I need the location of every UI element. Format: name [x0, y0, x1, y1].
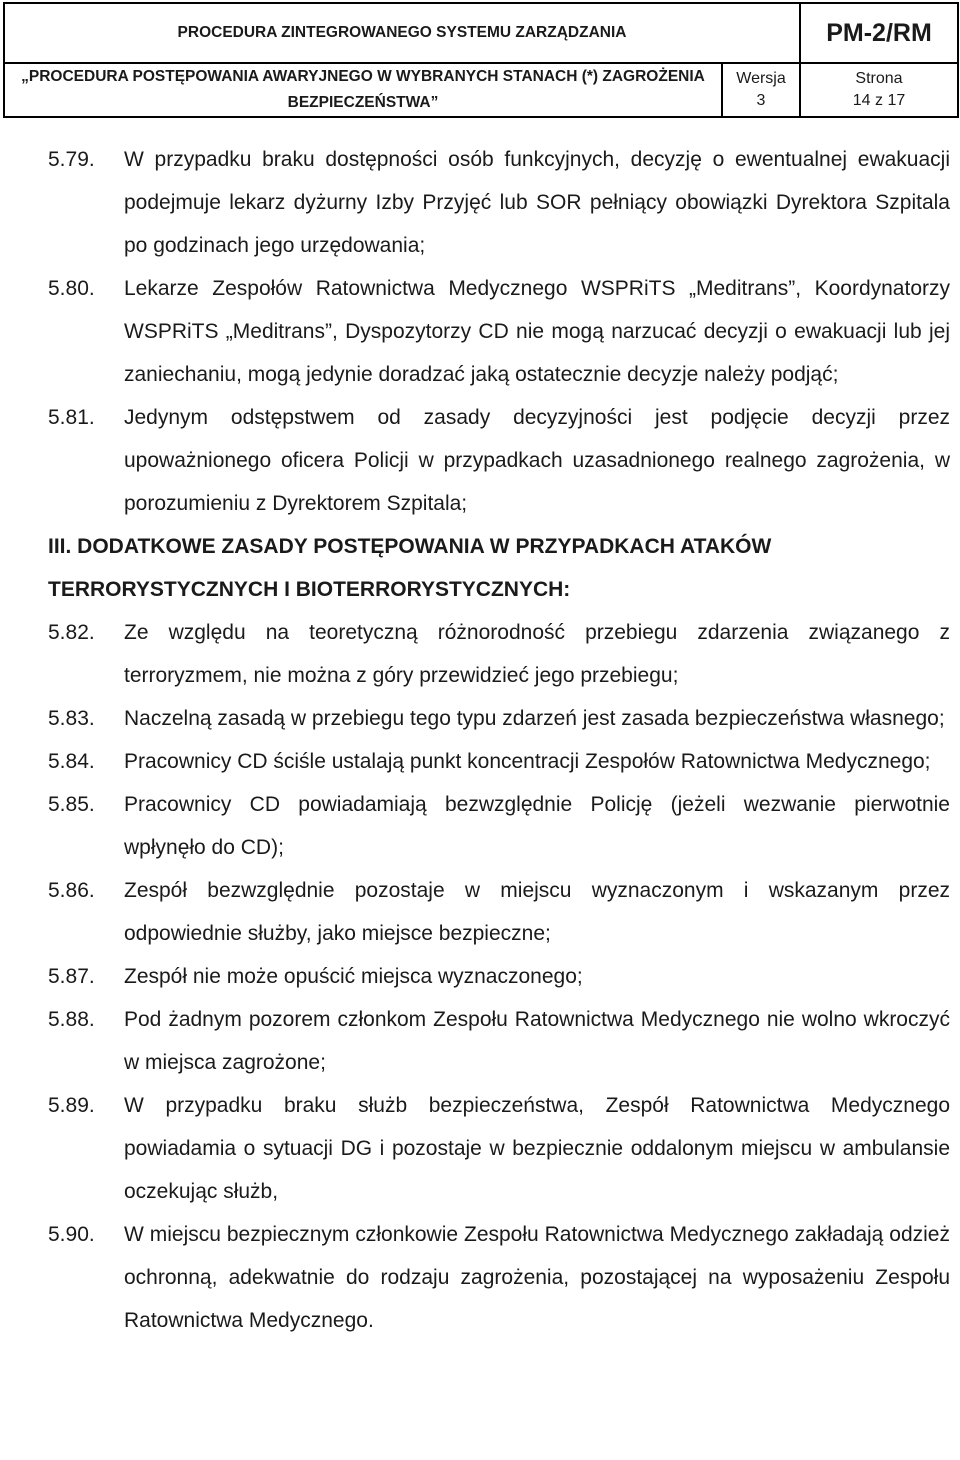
list-item: [48, 998, 950, 1084]
list-item: [48, 869, 950, 955]
item-number: 5.79.: [48, 148, 95, 171]
list-item: [48, 1213, 950, 1342]
item-text: W przypadku braku służb bezpieczeństwa, Zespół Ratownictwa Medycznego powiadamia o sytuacji DG i pozostaje w bezpiecznie oddalonym miejscu w ambulansie oczekując służb,: [124, 1094, 950, 1203]
procedure-system-title: PROCEDURA ZINTEGROWANEGO SYSTEMU ZARZĄDZANIA: [4, 3, 800, 63]
item-text: Lekarze Zespołów Ratownictwa Medycznego WSPRiTS „Meditrans”, Koordynatorzy WSPRiTS „Meditrans”, Dyspozytorzy CD nie mogą narzucać decyzji o ewakuacji lub jej zaniechaniu, mogą jedynie doradzać jaką ostatecznie decyzje należy podjąć;: [124, 277, 950, 386]
item-text: Jedynym odstępstwem od zasady decyzyjności jest podjęcie decyzji przez upoważnionego oficera Policji w przypadkach uzasadnionego realnego zagrożenia, w porozumieniu z Dyrektorem Szpitala;: [124, 406, 950, 515]
page-cell: [800, 63, 958, 117]
item-number: 5.90.: [48, 1223, 95, 1246]
item-text: Pracownicy CD powiadamiają bezwzględnie Policję (jeżeli wezwanie pierwotnie wpłynęło do CD);: [124, 793, 950, 859]
item-number: 5.81.: [48, 406, 95, 429]
procedure-title-line2: BEZPIECZEŃSTWA”: [287, 94, 439, 111]
list-item: [48, 697, 950, 740]
item-number: 5.84.: [48, 750, 95, 773]
item-number: 5.82.: [48, 621, 95, 644]
document-code: PM-2/RM: [800, 3, 958, 63]
list-item: [48, 783, 950, 869]
list-item: [48, 1084, 950, 1213]
item-text: Pod żadnym pozorem członkom Zespołu Ratownictwa Medycznego nie wolno wkroczyć w miejsca zagrożone;: [124, 1008, 950, 1074]
list-item: [48, 955, 950, 998]
items-before-section: [48, 138, 950, 525]
list-item: [48, 740, 950, 783]
procedure-title-line1: „PROCEDURA POSTĘPOWANIA AWARYJNEGO W WYBRANYCH STANACH (*) ZAGROŻENIA: [21, 68, 705, 85]
item-text: Zespół bezwzględnie pozostaje w miejscu wyznaczonym i wskazanym przez odpowiednie służby, jako miejsce bezpieczne;: [124, 879, 950, 945]
page-label: Strona: [855, 70, 903, 87]
item-number: 5.88.: [48, 1008, 95, 1031]
item-text: W przypadku braku dostępności osób funkcyjnych, decyzję o ewentualnej ewakuacji podejmuje lekarz dyżurny Izby Przyjęć lub SOR pełniący obowiązki Dyrektora Szpitala po godzinach jego urzędowania;: [124, 148, 950, 257]
item-number: 5.85.: [48, 793, 95, 816]
item-number: 5.87.: [48, 965, 95, 988]
list-item: [48, 611, 950, 697]
item-number: 5.86.: [48, 879, 95, 902]
version-cell: [722, 63, 800, 117]
item-text: Ze względu na teoretyczną różnorodność przebiegu zdarzenia związanego z terroryzmem, nie można z góry przewidzieć jego przebiegu;: [124, 621, 950, 687]
list-item: [48, 138, 950, 267]
document-header: [3, 2, 959, 118]
page-value: 14 z 17: [852, 92, 906, 109]
version-label: Wersja: [736, 70, 786, 87]
section-heading: III. DODATKOWE ZASADY POSTĘPOWANIA W PRZYPADKACH ATAKÓW TERRORYSTYCZNYCH I BIOTERRORYSTYCZNYCH:: [48, 535, 772, 601]
item-text: W miejscu bezpiecznym członkowie Zespołu Ratownictwa Medycznego zakładają odzież ochronną, adekwatnie do rodzaju zagrożenia, pozostającej na wyposażeniu Zespołu Ratownictwa Medycznego.: [124, 1223, 950, 1332]
list-item: [48, 396, 950, 525]
items-after-section: [48, 611, 950, 1342]
item-text: Pracownicy CD ściśle ustalają punkt koncentracji Zespołów Ratownictwa Medycznego;: [124, 750, 931, 773]
item-text: Zespół nie może opuścić miejsca wyznaczonego;: [124, 965, 583, 988]
procedure-title: [4, 63, 722, 117]
item-number: 5.83.: [48, 707, 95, 730]
item-text: Naczelną zasadą w przebiegu tego typu zdarzeń jest zasada bezpieczeństwa własnego;: [124, 707, 945, 730]
document-body: [48, 138, 950, 1342]
version-value: 3: [756, 92, 766, 109]
item-number: 5.80.: [48, 277, 95, 300]
item-number: 5.89.: [48, 1094, 95, 1117]
list-item: [48, 267, 950, 396]
